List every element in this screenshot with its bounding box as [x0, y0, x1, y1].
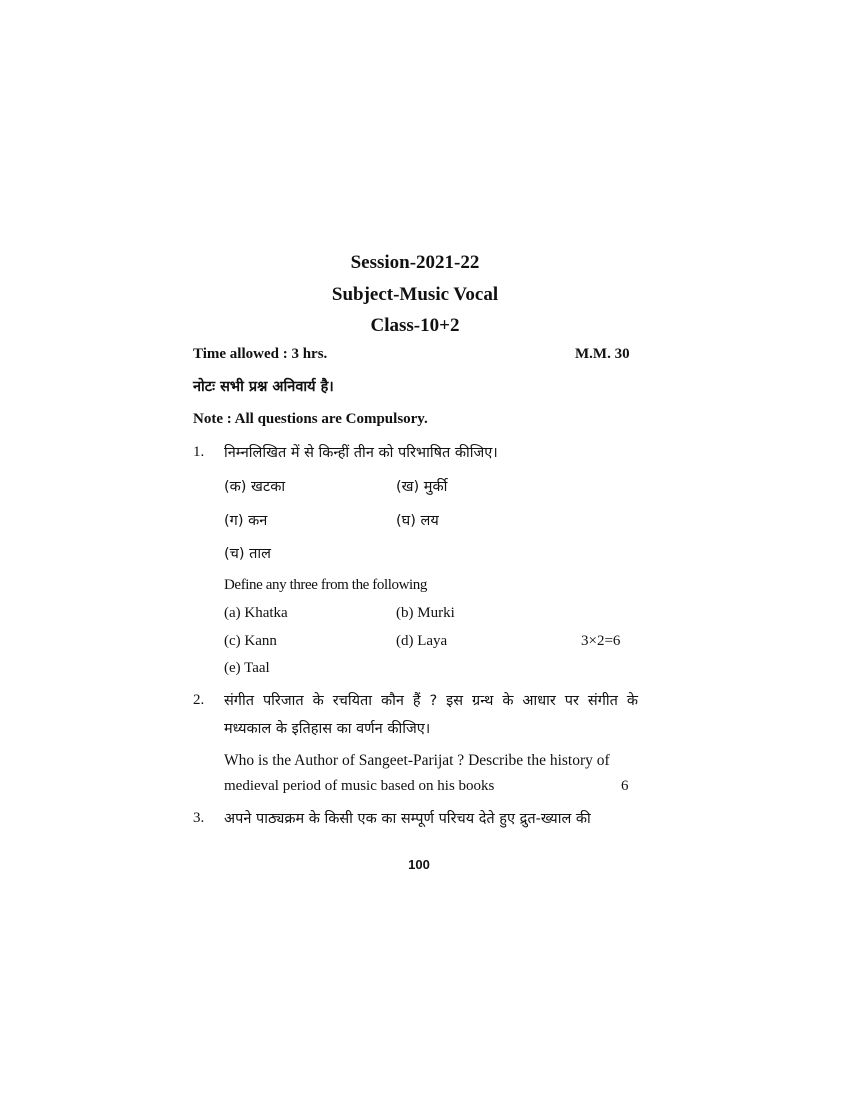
class-title: Class-10+2 — [370, 315, 460, 336]
question-3-hindi-line1: अपने पाठ्यक्रम के किसी एक का सम्पूर्ण परिचय देते हुए द्रुत-ख्याल की — [224, 811, 591, 827]
q1-english-option-d: (d) Laya — [396, 633, 448, 649]
q1-english-option-e: (e) Taal — [224, 660, 270, 676]
q1-hindi-option-cha: (च) ताल — [224, 546, 271, 562]
q1-english-option-b: (b) Murki — [396, 605, 455, 621]
q1-hindi-option-gha: (घ) लय — [396, 513, 439, 529]
page-number: 100 — [408, 857, 430, 872]
note-hindi: नोटः सभी प्रश्न अनिवार्य है। — [193, 379, 334, 395]
q1-hindi-option-ka: (क) खटका — [224, 479, 286, 495]
q1-hindi-option-ga: (ग) कन — [224, 513, 268, 529]
q1-english-option-a: (a) Khatka — [224, 605, 288, 621]
q1-english-option-c: (c) Kann — [224, 633, 277, 649]
subject-title: Subject-Music Vocal — [331, 284, 499, 305]
session-title: Session-2021-22 — [350, 252, 480, 273]
note-english: Note : All questions are Compulsory. — [193, 411, 428, 427]
q1-hindi-option-kha: (ख) मुर्की — [396, 479, 448, 495]
question-2-english-line1: Who is the Author of Sangeet-Parijat ? Describe the history of — [224, 752, 610, 769]
question-2-hindi-line1: संगीत परिजात के रचयिता कौन हैं ? इस ग्रन्थ के आधार पर संगीत के — [224, 693, 638, 709]
question-2-number: 2. — [193, 692, 205, 708]
question-1-number: 1. — [193, 444, 205, 460]
time-allowed: Time allowed : 3 hrs. — [193, 346, 328, 362]
question-2-hindi-line2: मध्यकाल के इतिहास का वर्णन कीजिए। — [224, 721, 431, 737]
question-1-marks: 3×2=6 — [581, 633, 621, 649]
question-1-hindi: निम्नलिखित में से किन्हीं तीन को परिभाषित कीजिए। — [224, 445, 498, 461]
max-marks: M.M. 30 — [575, 346, 630, 362]
question-1-english: Define any three from the following — [224, 577, 428, 593]
question-3-number: 3. — [193, 810, 205, 826]
question-2-english-line2: medieval period of music based on his books — [224, 778, 495, 794]
question-2-marks: 6 — [621, 778, 629, 794]
